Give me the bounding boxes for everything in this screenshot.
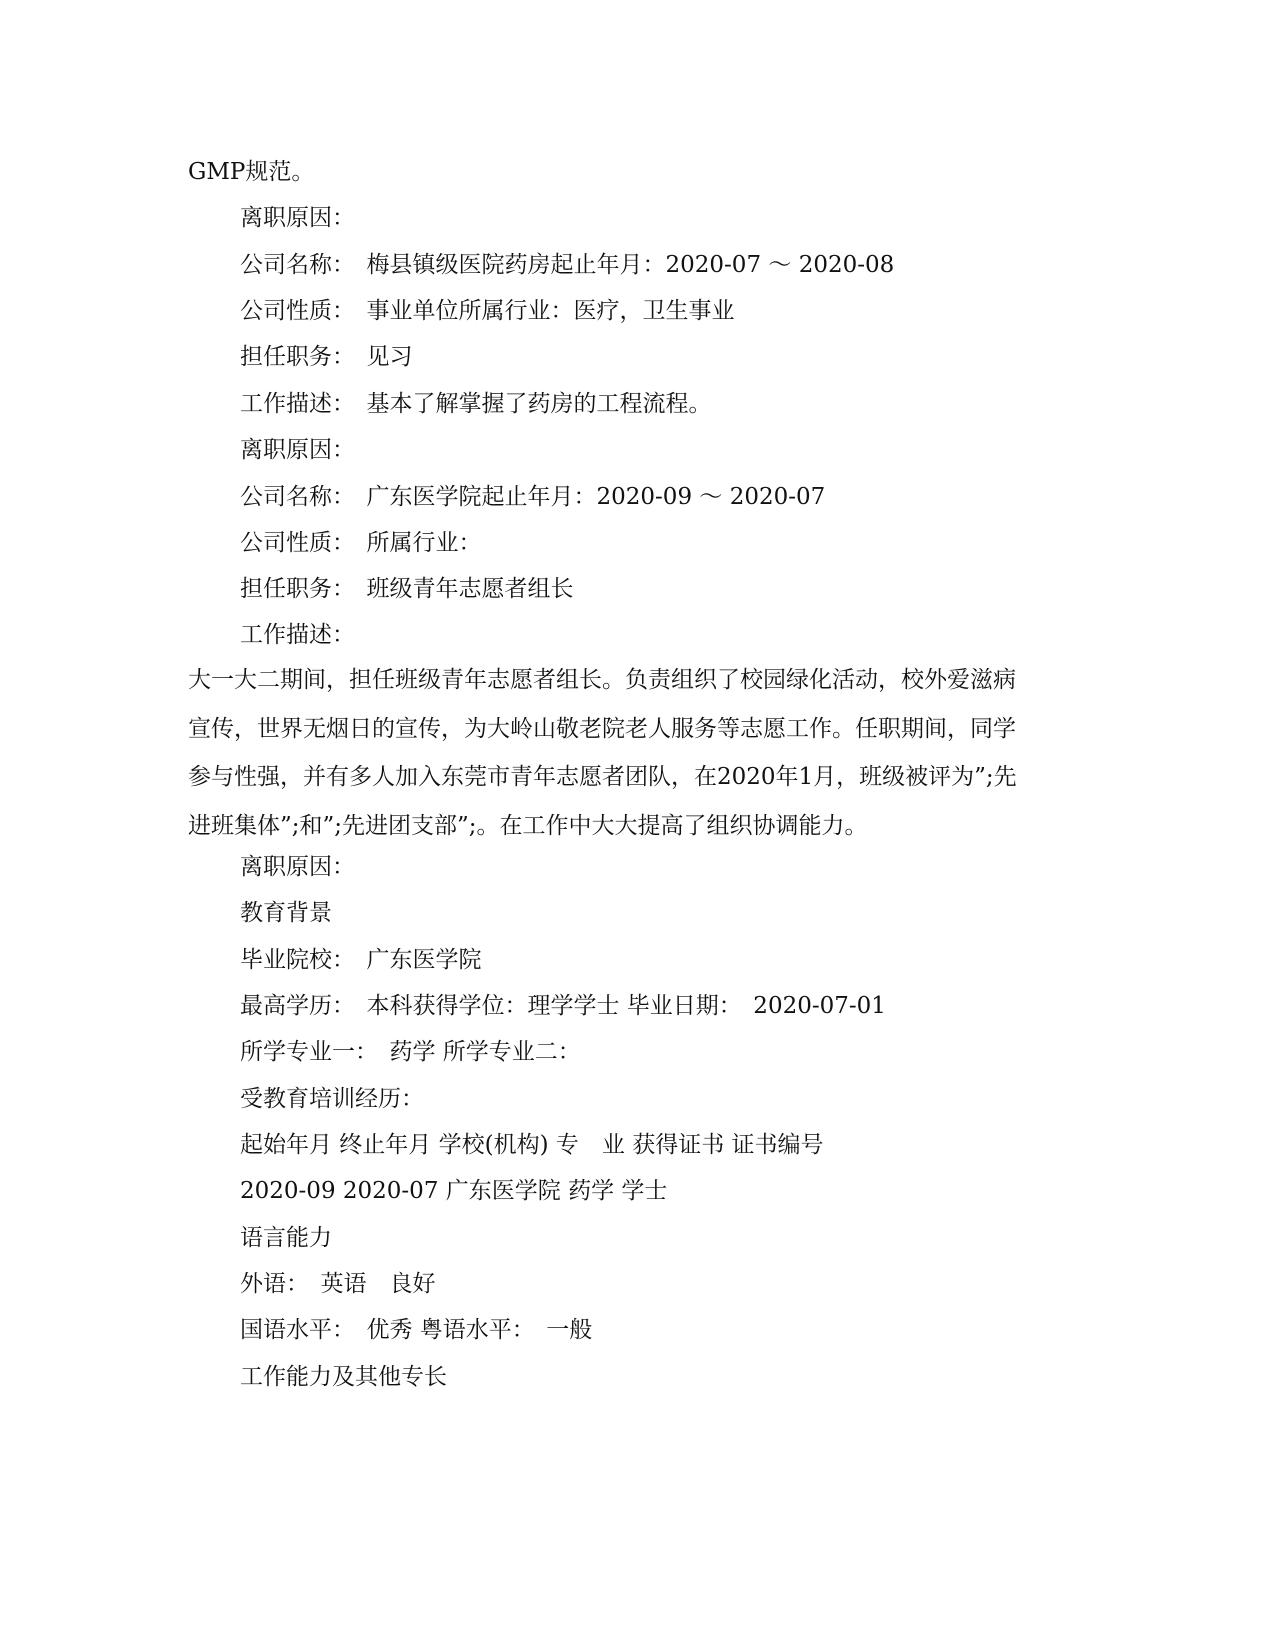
text-line-training-label: 受教育培训经历： (240, 1086, 424, 1112)
text-line-company-type-2: 公司性质： 所属行业： (240, 530, 482, 556)
text-line-gmp: GMP规范。 (188, 159, 315, 185)
text-line-foreign-language: 外语： 英语 良好 (240, 1271, 436, 1297)
text-line-company-name-1: 公司名称： 梅县镇级医院药房起止年月：2020-07 ～ 2020-08 (240, 252, 895, 278)
training-table-row: 2020-09 2020-07 广东医学院 药学 学士 (240, 1178, 668, 1204)
section-heading-education: 教育背景 (240, 900, 332, 926)
text-line-description-2-label: 工作描述： (240, 622, 355, 648)
text-line-description-1: 工作描述： 基本了解掌握了药房的工程流程。 (240, 391, 712, 417)
volunteer-description-paragraph (188, 656, 1088, 850)
text-line-company-name-2: 公司名称： 广东医学院起止年月：2020-09 ～ 2020-07 (240, 484, 826, 510)
training-table-header: 起始年月 终止年月 学校(机构) 专 业 获得证书 证书编号 (240, 1132, 824, 1158)
text-line-major: 所学专业一： 药学 所学专业二： (240, 1039, 581, 1065)
paragraph-line: 宣传，世界无烟日的宣传，为大岭山敬老院老人服务等志愿工作。任职期间，同学 (188, 715, 1016, 742)
paragraph-line: 参与性强，并有多人加入东莞市青年志愿者团队，在2020年1月，班级被评为”;先 (188, 764, 1017, 790)
text-line-leave-reason-3: 离职原因： (240, 854, 355, 880)
section-heading-skills: 工作能力及其他专长 (240, 1364, 447, 1390)
section-heading-language: 语言能力 (240, 1225, 332, 1251)
paragraph-line: 大一大二期间，担任班级青年志愿者组长。负责组织了校园绿化活动，校外爱滋病 (188, 667, 1016, 693)
text-line-position-1: 担任职务： 见习 (240, 344, 413, 370)
text-line-position-2: 担任职务： 班级青年志愿者组长 (240, 576, 574, 602)
text-line-school: 毕业院校： 广东医学院 (240, 947, 482, 973)
text-line-leave-reason-2: 离职原因： (240, 437, 355, 463)
text-line-leave-reason-1: 离职原因： (240, 205, 355, 231)
text-line-mandarin-cantonese: 国语水平： 优秀 粤语水平： 一般 (240, 1317, 593, 1343)
text-line-company-type-1: 公司性质： 事业单位所属行业：医疗，卫生事业 (240, 298, 735, 324)
text-line-degree: 最高学历： 本科获得学位：理学学士 毕业日期： 2020-07-01 (240, 993, 886, 1019)
paragraph-line: 进班集体”;和”;先进团支部”;。在工作中大大提高了组织协调能力。 (188, 812, 868, 839)
